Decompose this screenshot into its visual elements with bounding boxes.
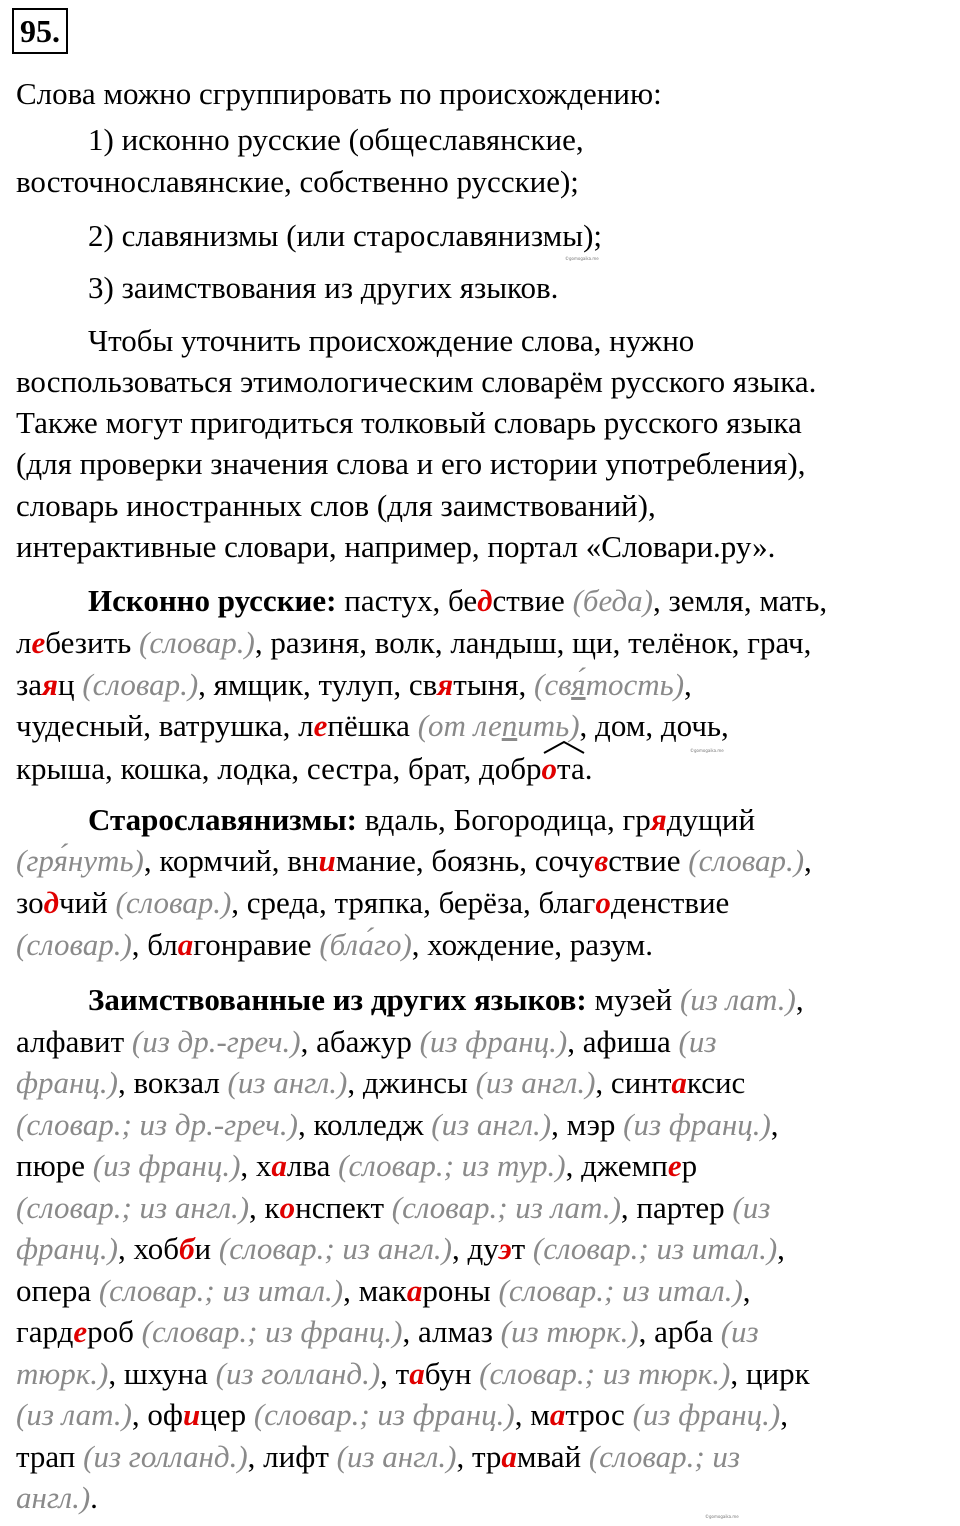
word: , земля, мать, [652, 583, 828, 618]
highlight-letter: е [313, 708, 328, 743]
intro-line: 1) исконно русские (общеславянские, [88, 122, 584, 157]
word: и [194, 1231, 219, 1266]
suffix-arc-mark [542, 749, 558, 789]
note: англ.) [16, 1480, 91, 1515]
word: вдаль, Богородица, гр [364, 802, 651, 837]
word: алфавит [16, 1024, 132, 1059]
intro-line: 3) заимствования из других языков. [88, 270, 559, 305]
watermark: ©gomogaika.me [690, 748, 724, 753]
word: лва [286, 1148, 339, 1183]
native-line-5 [16, 749, 592, 791]
highlight-letter: о [279, 1190, 296, 1225]
note: (из англ.) [336, 1439, 457, 1474]
word: , шхуна [108, 1356, 216, 1391]
oldslav-line-1 [88, 800, 755, 842]
word: мвай [516, 1439, 589, 1474]
borrowed-line [88, 980, 804, 1022]
highlight-letter: е [73, 1314, 88, 1349]
note: (словар.) [115, 885, 232, 920]
note: (словар.; из тюрк.) [479, 1356, 731, 1391]
highlight-letter: а [671, 1065, 687, 1100]
word: нспект [295, 1190, 392, 1225]
highlight-letter: д [477, 583, 493, 618]
note: (словар.; из англ.) [218, 1231, 452, 1266]
borrowed-line [16, 1063, 745, 1105]
para-line: Чтобы уточнить происхождение слова, нужно [88, 323, 695, 358]
word: , джемп [565, 1148, 668, 1183]
word: , [780, 1397, 788, 1432]
word: . [90, 1480, 98, 1515]
note: (из англ.) [431, 1107, 552, 1142]
word: ствие [492, 583, 565, 618]
highlight-letter: а [271, 1148, 287, 1183]
note: тюрк.) [16, 1356, 109, 1391]
borrowed-line [16, 1271, 751, 1313]
word: , т [380, 1356, 410, 1391]
note: (из [732, 1190, 771, 1225]
word: за [16, 667, 43, 702]
borrowed-line [16, 1354, 810, 1396]
note: (словар.; из др.-греч.) [16, 1107, 298, 1142]
word: , тр [456, 1439, 502, 1474]
note: (из англ.) [475, 1065, 596, 1100]
highlight-letter: б [179, 1231, 195, 1266]
watermark: ©gomogaika.me [705, 1514, 739, 1519]
oldslav-line-2: (гря́нуть), кормчий, внимание, боязнь, сочувствие (словар.), [16, 843, 812, 878]
borrowed-line [16, 1395, 788, 1437]
note: (словар.) [82, 667, 199, 702]
highlight-letter: а [177, 927, 194, 962]
borrowed-line [16, 1229, 785, 1271]
highlight-letter: е [31, 625, 46, 660]
word: , мэр [551, 1107, 624, 1142]
note: (из голланд.) [215, 1356, 381, 1391]
note: (словар.; из [588, 1439, 740, 1474]
word: денствие [610, 885, 730, 920]
native-line-4 [16, 706, 729, 748]
note: (из [720, 1314, 759, 1349]
word: , х [240, 1148, 272, 1183]
word: , партер [620, 1190, 733, 1225]
highlight-letter: е [667, 1148, 682, 1183]
borrowed-line [16, 1312, 759, 1354]
word: бун [424, 1356, 480, 1391]
note: (из франц.) [623, 1107, 771, 1142]
highlight-letter: д [43, 885, 59, 920]
word: , мак [343, 1273, 407, 1308]
note: франц.) [16, 1231, 118, 1266]
word: , [770, 1107, 779, 1142]
native-heading: Исконно русские: [88, 583, 337, 618]
intro-line: 2) славянизмы (или старославянизмы); [88, 218, 603, 253]
word: , кормчий, вн [143, 843, 319, 878]
word: , м [514, 1397, 550, 1432]
word: , синт [595, 1065, 672, 1100]
word: опера [16, 1273, 99, 1308]
native-line-1 [88, 581, 827, 623]
word: бе [448, 583, 478, 618]
borrowed-line [16, 1437, 740, 1479]
borrowed-line [16, 1022, 716, 1064]
word: , абажур [300, 1024, 420, 1059]
highlight-letter: а [549, 1397, 566, 1432]
word: пёшка [327, 708, 410, 743]
note: (из англ.) [227, 1065, 348, 1100]
oldslav-line-3 [16, 883, 729, 925]
word: зо [16, 885, 44, 920]
note: (гря́нуть) [16, 843, 144, 878]
word: гард [16, 1314, 74, 1349]
word: ц [58, 667, 75, 702]
note: (из франц.) [419, 1024, 568, 1059]
word: , колледж [297, 1107, 432, 1142]
borrowed-heading: Заимствованные из других языков: [88, 982, 595, 1017]
note: (словар.) [16, 927, 132, 962]
native-line-3: заяц (словар.), ямщик, тулуп, святыня, (свя́тость), [16, 667, 692, 702]
word: , [777, 1231, 785, 1266]
word: , [742, 1273, 751, 1308]
note: (из голланд.) [83, 1439, 248, 1474]
note: (из франц.) [92, 1148, 241, 1183]
watermark: ©gomogaika.me [565, 256, 599, 261]
para-line: словарь иностранных слов (для заимствований), [16, 488, 656, 523]
word: , ямщик, тулуп, св [198, 667, 438, 702]
note: (словар.; из франц.) [141, 1314, 403, 1349]
word: музей [594, 982, 680, 1017]
word: , цирк [730, 1356, 810, 1391]
borrowed-line [16, 1105, 779, 1147]
oldslav-heading: Старославянизмы: [88, 802, 357, 837]
highlight-letter: а [409, 1356, 425, 1391]
note: (словар.; из итал.) [98, 1273, 344, 1308]
word: чий [58, 885, 108, 920]
note: франц.) [16, 1065, 118, 1100]
word: ствие [608, 843, 681, 878]
word: пюре [16, 1148, 93, 1183]
note: (из др.-греч.) [131, 1024, 301, 1059]
word: дущий [666, 802, 756, 837]
highlight-letter: я [42, 667, 58, 702]
word: л [16, 625, 32, 660]
word: гонравие [193, 927, 312, 962]
note: (из лат.) [16, 1397, 132, 1432]
note: (словар.; из англ.) [16, 1190, 250, 1225]
word: трос [565, 1397, 633, 1432]
para-line: Также могут пригодиться толковый словарь русского языка [16, 405, 802, 440]
note: (словар.; из тур.) [338, 1148, 566, 1183]
word: , ду [451, 1231, 499, 1266]
word: , дом, дочь, [579, 708, 729, 743]
intro-line: Слова можно сгруппировать по происхождению: [16, 76, 662, 111]
highlight-letter: о [541, 751, 558, 786]
note: (словар.) [688, 843, 805, 878]
highlight-letter: а [406, 1273, 423, 1308]
word: , разиня, волк, ландыш, щи, телёнок, грач, [254, 625, 812, 660]
exercise-number: 95. [12, 8, 68, 54]
word: , бл [131, 927, 178, 962]
borrowed-line [16, 1146, 697, 1188]
native-line-2 [16, 623, 811, 665]
word: т [511, 1231, 533, 1266]
note: (бла́го) [319, 927, 412, 962]
note: (из тюрк.) [500, 1314, 639, 1349]
word: р [681, 1148, 698, 1183]
note: (словар.) [139, 625, 255, 660]
word: , джинсы [347, 1065, 476, 1100]
word: , алмаз [402, 1314, 501, 1349]
word: роны [422, 1273, 499, 1308]
highlight-letter: я [650, 802, 667, 837]
note: (беда) [572, 583, 653, 618]
highlight-letter: а [501, 1439, 517, 1474]
word: , арба [638, 1314, 721, 1349]
note: (словар.; из итал.) [532, 1231, 778, 1266]
arc-icon [542, 741, 586, 755]
word: , хоб [117, 1231, 180, 1266]
highlight-letter: и [318, 843, 336, 878]
word: , оф [131, 1397, 183, 1432]
word: цер [200, 1397, 254, 1432]
note: (из [678, 1024, 717, 1059]
note: (от лепить) [417, 708, 580, 743]
borrowed-line [16, 1478, 98, 1520]
word: , среда, тряпка, берёза, благ [231, 885, 596, 920]
highlight-letter: э [498, 1231, 512, 1266]
intro-line: восточнославянские, собственно русские); [16, 164, 579, 199]
word: безить [45, 625, 132, 660]
word: чудесный, ватрушка, л [16, 708, 314, 743]
word: , [795, 982, 804, 1017]
word: роб [87, 1314, 142, 1349]
highlight-letter: и [183, 1397, 201, 1432]
word: мание, боязнь, сочу [335, 843, 595, 878]
para-line: воспользоваться этимологическим словарём русского языка. [16, 364, 817, 399]
para-line: (для проверки значения слова и его истории употребления), [16, 446, 806, 481]
word: , афиша [567, 1024, 679, 1059]
oldslav-line-4 [16, 925, 653, 967]
highlight-letter: я [437, 667, 454, 702]
borrowed-line [16, 1188, 770, 1230]
word: , лифт [247, 1439, 337, 1474]
note: (из франц.) [632, 1397, 781, 1432]
word: , хождение, разум. [411, 927, 654, 962]
highlight-letter: в [594, 843, 609, 878]
word: , вокзал [117, 1065, 228, 1100]
note: (словар.; из франц.) [253, 1397, 515, 1432]
word: та. [557, 751, 593, 786]
note: (словар.; из лат.) [391, 1190, 621, 1225]
word: ксис [686, 1065, 746, 1100]
highlight-letter: о [595, 885, 611, 920]
para-line: интерактивные словари, например, портал «Словари.ру». [16, 529, 776, 564]
word: тыня [453, 667, 519, 702]
word: крыша, кошка, лодка, сестра, брат, добр [16, 751, 542, 786]
word: пастух, [344, 583, 441, 618]
word: трап [16, 1439, 84, 1474]
note: (из лат.) [679, 982, 796, 1017]
note: (свя́тость) [534, 667, 685, 702]
note: (словар.; из итал.) [498, 1273, 743, 1308]
word: , к [249, 1190, 280, 1225]
